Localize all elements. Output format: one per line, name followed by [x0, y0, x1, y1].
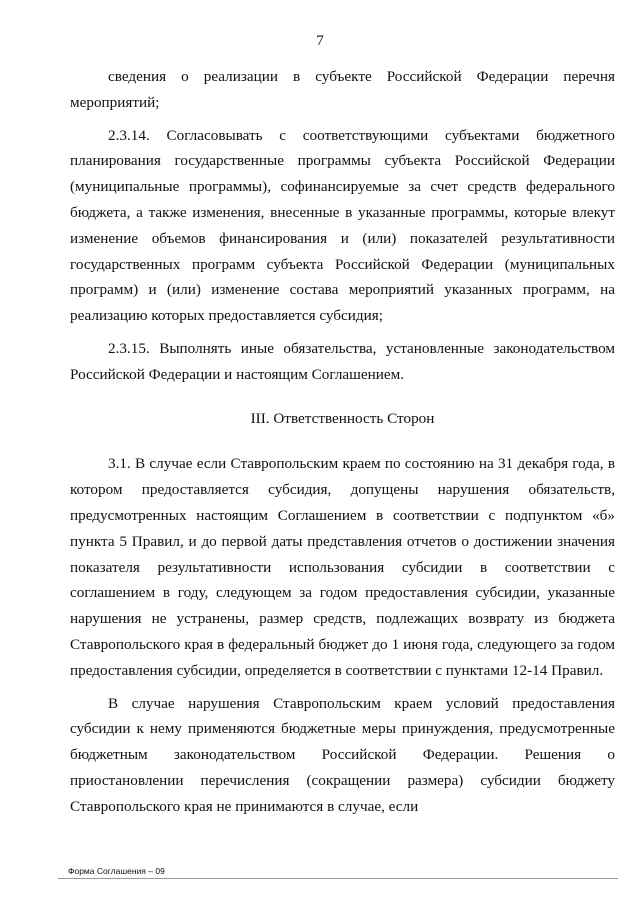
page-number: 7	[316, 33, 324, 49]
footer-divider	[58, 878, 618, 879]
paragraph-continuation: сведения о реализации в субъекте Российской Федерации перечня мероприятий;	[70, 68, 615, 111]
paragraph-3-1: 3.1. В случае если Ставропольским краем по состоянию на 31 декабря года, в котором предоставляется субсидия, допущены нарушения обязательств, предусмотренных настоящим Соглашением в соответствии с подпунктом «б» пункта 5 Правил, и до первой даты представления отчетов о достижении значения показателя результативности использования субсидии в соответствии с соглашением в году, следующем за годом предоставления субсидии, указанные нарушения не устранены, размер средств, подлежащих возврату из бюджета Ставропольского края в федеральный бюджет до 1 июня года, следующего за годом предоставления субсидии, определяется в соответствии с пунктами 12-14 Правил.	[70, 455, 615, 679]
paragraph-2-3-15: 2.3.15. Выполнять иные обязательства, установленные законодательством Российской Федерации и настоящим Соглашением.	[70, 339, 615, 383]
section-heading: III. Ответственность Сторон	[250, 409, 435, 427]
footer-form-label: Форма Соглашения – 09	[68, 866, 165, 876]
paragraph-2-3-14: 2.3.14. Согласовывать с соответствующими субъектами бюджетного планирования государственные программы субъекта Российской Федерации (муниципальные программы), софинансируемые за счет средств федерального бюджета, а также изменения, внесенные в указанные программы, которые влекут изменение объемов финансирования и (или) показателей результативности государственных программ субъекта Российской Федерации (муниципальных программ) и (или) изменение состава мероприятий указанных программ, на реализацию которых предоставляется субсидия;	[70, 126, 615, 325]
document-body	[70, 64, 615, 820]
paragraph-violation: В случае нарушения Ставропольским краем условий предоставления субсидии к нему применяются бюджетные меры принуждения, предусмотренные бюджетным законодательством Российской Федерации. Решения о приостановлении перечисления (сокращении размера) субсидии бюджету Ставропольского края не принимаются в случае, если	[70, 694, 615, 815]
